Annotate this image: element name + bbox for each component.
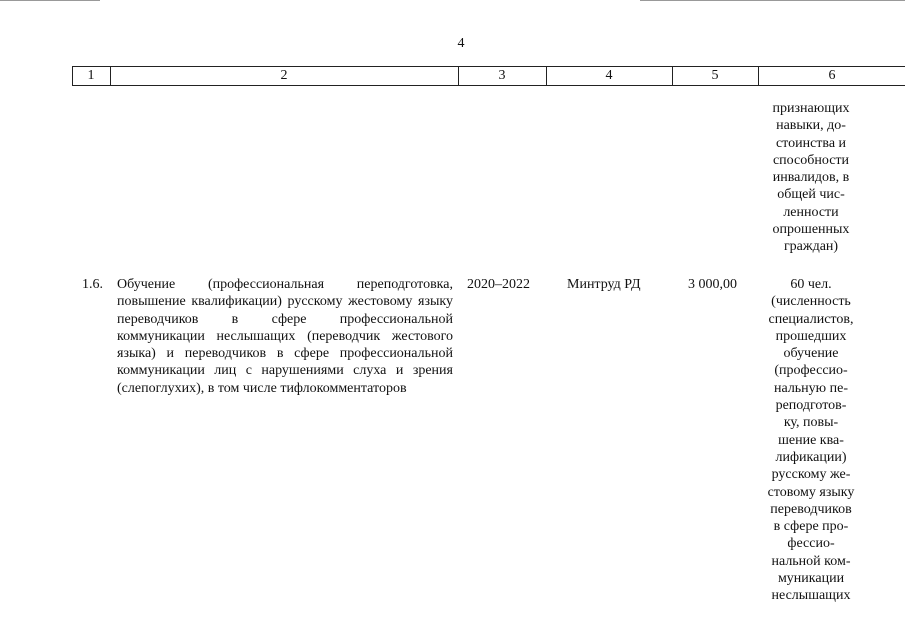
row-indicator [760,276,862,605]
text-line: обучение [783,346,839,362]
column-divider [546,66,547,85]
column-divider [72,66,73,85]
header-col-4: 4 [605,68,613,83]
column-divider [458,66,459,85]
text-line: общей чис- [777,187,845,203]
text-line: признающих [772,101,850,116]
text-line: стовому языку [767,484,855,500]
text-line: переводчиков [770,501,852,517]
text-line: навыки, до- [776,118,846,134]
text-line: фессио- [787,536,835,552]
text-line: стоинства и [775,135,847,151]
page-number: 4 [457,36,465,51]
scan-mark [640,0,905,1]
text-line: нальную пе- [773,380,849,396]
row-executor: Минтруд РД [567,277,641,292]
text-line: в сфере про- [773,519,849,535]
header-col-3: 3 [498,68,506,83]
text-line: шение ква- [778,432,844,448]
text-line: неслышащих [771,588,851,604]
text-line: (численность [771,294,851,310]
row-number: 1.6. [82,277,103,292]
text-line: прошедших [775,328,847,344]
text-line: лификации) [775,449,847,465]
header-col-5: 5 [711,68,719,83]
column-divider [672,66,673,85]
text-line: муникации [777,571,845,587]
column-divider [758,66,759,85]
header-col-6: 6 [828,68,836,83]
text-line: ку, повы- [783,415,839,431]
text-line: нальной ком- [771,553,851,569]
text-line: опрошенных [772,222,850,238]
text-line: реподготов- [775,398,847,414]
column-divider [110,66,111,85]
header-col-2: 2 [280,68,288,83]
header-col-1: 1 [87,68,95,83]
text-line: инвалидов, в [772,170,850,186]
row-amount: 3 000,00 [688,277,737,292]
text-line: ленности [783,204,839,220]
table-header-row [72,66,905,86]
text-line: (профессио- [774,363,848,379]
text-line: граждан) [783,239,839,255]
text-line: 60 чел. [790,277,832,292]
scan-mark [0,0,100,1]
text-line: русскому же- [771,467,851,483]
row-description: Обучение (профессиональная переподготовка, повышение квалификации) русскому жестовому языку переводчиков в сфере профессиональной коммуникации неслышащих (переводчик жестового языка) и переводчиков в сфере профессиональной коммуникации лиц с нарушениями слуха и зрения (слепоглухих), в том числе тифлокомментаторов [117,277,453,396]
text-line: специалистов, [768,311,854,327]
text-line: способности [772,152,850,168]
prev-row-indicator-continuation [760,100,862,256]
row-years: 2020–2022 [467,277,530,292]
